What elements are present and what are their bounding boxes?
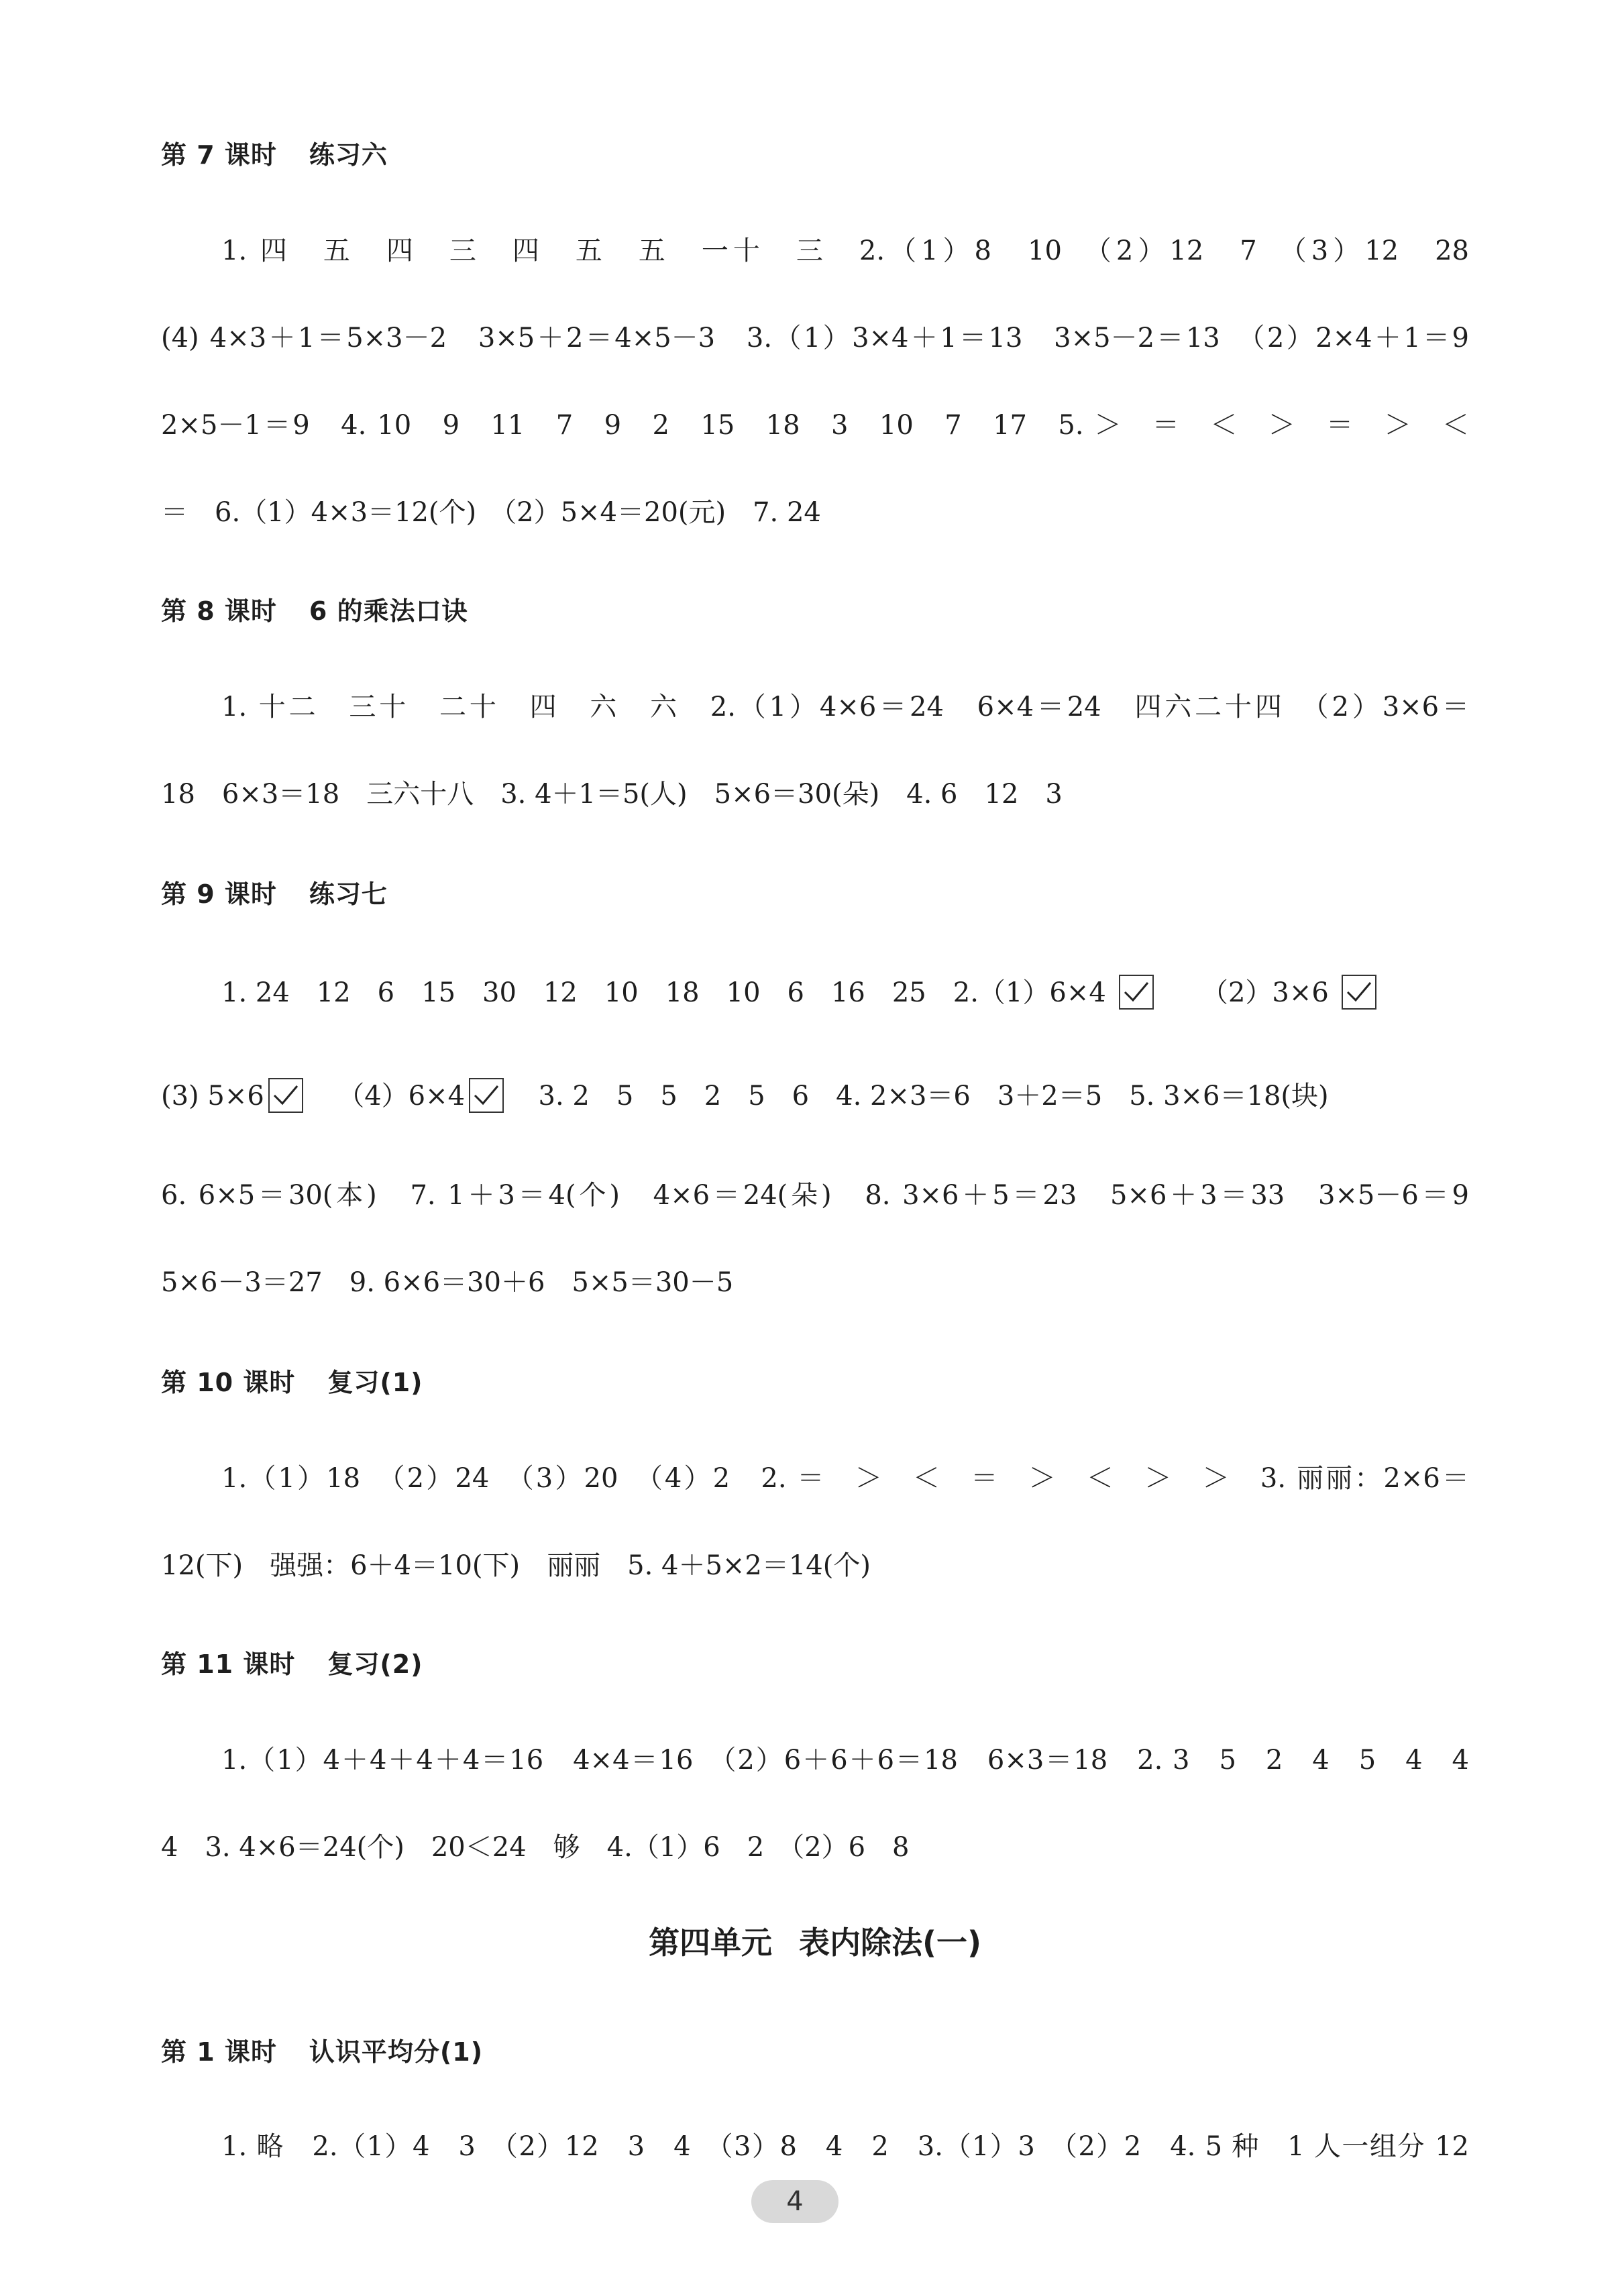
answer-line: 1.（1）18 （2）24 （3）20 （4）2 2. ＝ ＞ ＜ ＝ ＞ ＜ ＞ ＞ 3. 丽丽：2×6＝ <box>221 1463 1469 1494</box>
lesson-title: 练习六 <box>309 140 388 170</box>
unit-name: 表内除法(一) <box>798 1925 982 1961</box>
checkmark-box-icon <box>469 1078 504 1113</box>
lesson-number: 第 9 课时 <box>161 879 277 909</box>
answer-line: 5×6－3＝27 9. 6×6＝30＋6 5×5＝30－5 <box>161 1267 734 1298</box>
answer-text: 1. 24 12 6 15 30 12 10 18 10 6 16 25 2.（1）6×4 <box>221 977 1106 1008</box>
lesson-heading <box>161 590 468 627</box>
answer-line: 6. 6×5＝30(本) 7. 1＋3＝4(个) 4×6＝24(朵) 8. 3×6＋5＝23 5×6＋3＝33 3×5－6＝9 <box>161 1180 1469 1211</box>
checkmark-box-icon <box>268 1078 303 1113</box>
checkmark-box-icon <box>1342 975 1376 1010</box>
lesson-number: 第 10 课时 <box>161 1368 296 1397</box>
lesson-number: 第 7 课时 <box>161 140 277 170</box>
answer-line: 1.（1）4＋4＋4＋4＝16 4×4＝16 （2）6＋6＋6＝18 6×3＝18 2. 3 5 2 4 5 4 4 <box>221 1745 1469 1776</box>
lesson-title: 复习(1) <box>327 1368 423 1397</box>
lesson-title: 6 的乘法口诀 <box>309 596 468 626</box>
answer-line: 1. 四 五 四 三 四 五 五 一十 三 2.（1）8 10 （2）12 7 （3）12 28 <box>221 235 1469 266</box>
answer-line: (4) 4×3＋1＝5×3－2 3×5＋2＝4×5－3 3.（1）3×4＋1＝13 3×5－2＝13 （2）2×4＋1＝9 <box>161 323 1469 354</box>
unit-title <box>161 1918 1469 1963</box>
lesson-heading <box>161 1362 423 1399</box>
answer-line: ＝ 6.（1）4×3＝12(个) （2）5×4＝20(元) 7. 24 <box>161 497 821 528</box>
lesson-title: 复习(2) <box>327 1649 423 1679</box>
lesson-heading <box>161 134 388 171</box>
lesson-number: 第 8 课时 <box>161 596 277 626</box>
answer-line: 12(下) 强强：6＋4＝10(下) 丽丽 5. 4＋5×2＝14(个) <box>161 1550 871 1581</box>
answer-line: 18 6×3＝18 三六十八 3. 4＋1＝5(人) 5×6＝30(朵) 4. 6 12 3 <box>161 779 1063 810</box>
answer-line: 2×5－1＝9 4. 10 9 11 7 9 2 15 18 3 10 7 17 5. ＞ ＝ ＜ ＞ ＝ ＞ ＜ <box>161 410 1469 441</box>
lesson-heading <box>161 1643 423 1680</box>
unit-number: 第四单元 <box>648 1925 772 1961</box>
answer-line <box>221 973 1469 1013</box>
answer-line: 1. 略 2.（1）4 3 （2）12 3 4 （3）8 4 2 3.（1）3 （2）2 4. 5 种 1 人一组分 12 <box>221 2131 1469 2162</box>
checkmark-box-icon <box>1119 975 1154 1010</box>
answer-line: 4 3. 4×6＝24(个) 20＜24 够 4.（1）6 2 （2）6 8 <box>161 1832 910 1863</box>
answer-line: 1. 十二 三十 二十 四 六 六 2.（1）4×6＝24 6×4＝24 四六二十四 （2）3×6＝ <box>221 692 1469 722</box>
lesson-title: 练习七 <box>309 879 388 909</box>
lesson-heading <box>161 2031 483 2068</box>
answer-text: (3) 5×6 <box>161 1081 264 1112</box>
answer-text: （4）6×4 <box>337 1081 466 1112</box>
lesson-number: 第 1 课时 <box>161 2037 277 2067</box>
answer-text: 3. 2 5 5 2 5 6 4. 2×3＝6 3＋2＝5 5. 3×6＝18(块) <box>538 1081 1329 1112</box>
answer-text: （2）3×6 <box>1201 977 1329 1008</box>
lesson-heading <box>161 873 388 910</box>
answer-line <box>161 1076 1469 1116</box>
page-number: 4 <box>751 2180 838 2223</box>
lesson-title: 认识平均分(1) <box>309 2037 484 2067</box>
lesson-number: 第 11 课时 <box>161 1649 296 1679</box>
